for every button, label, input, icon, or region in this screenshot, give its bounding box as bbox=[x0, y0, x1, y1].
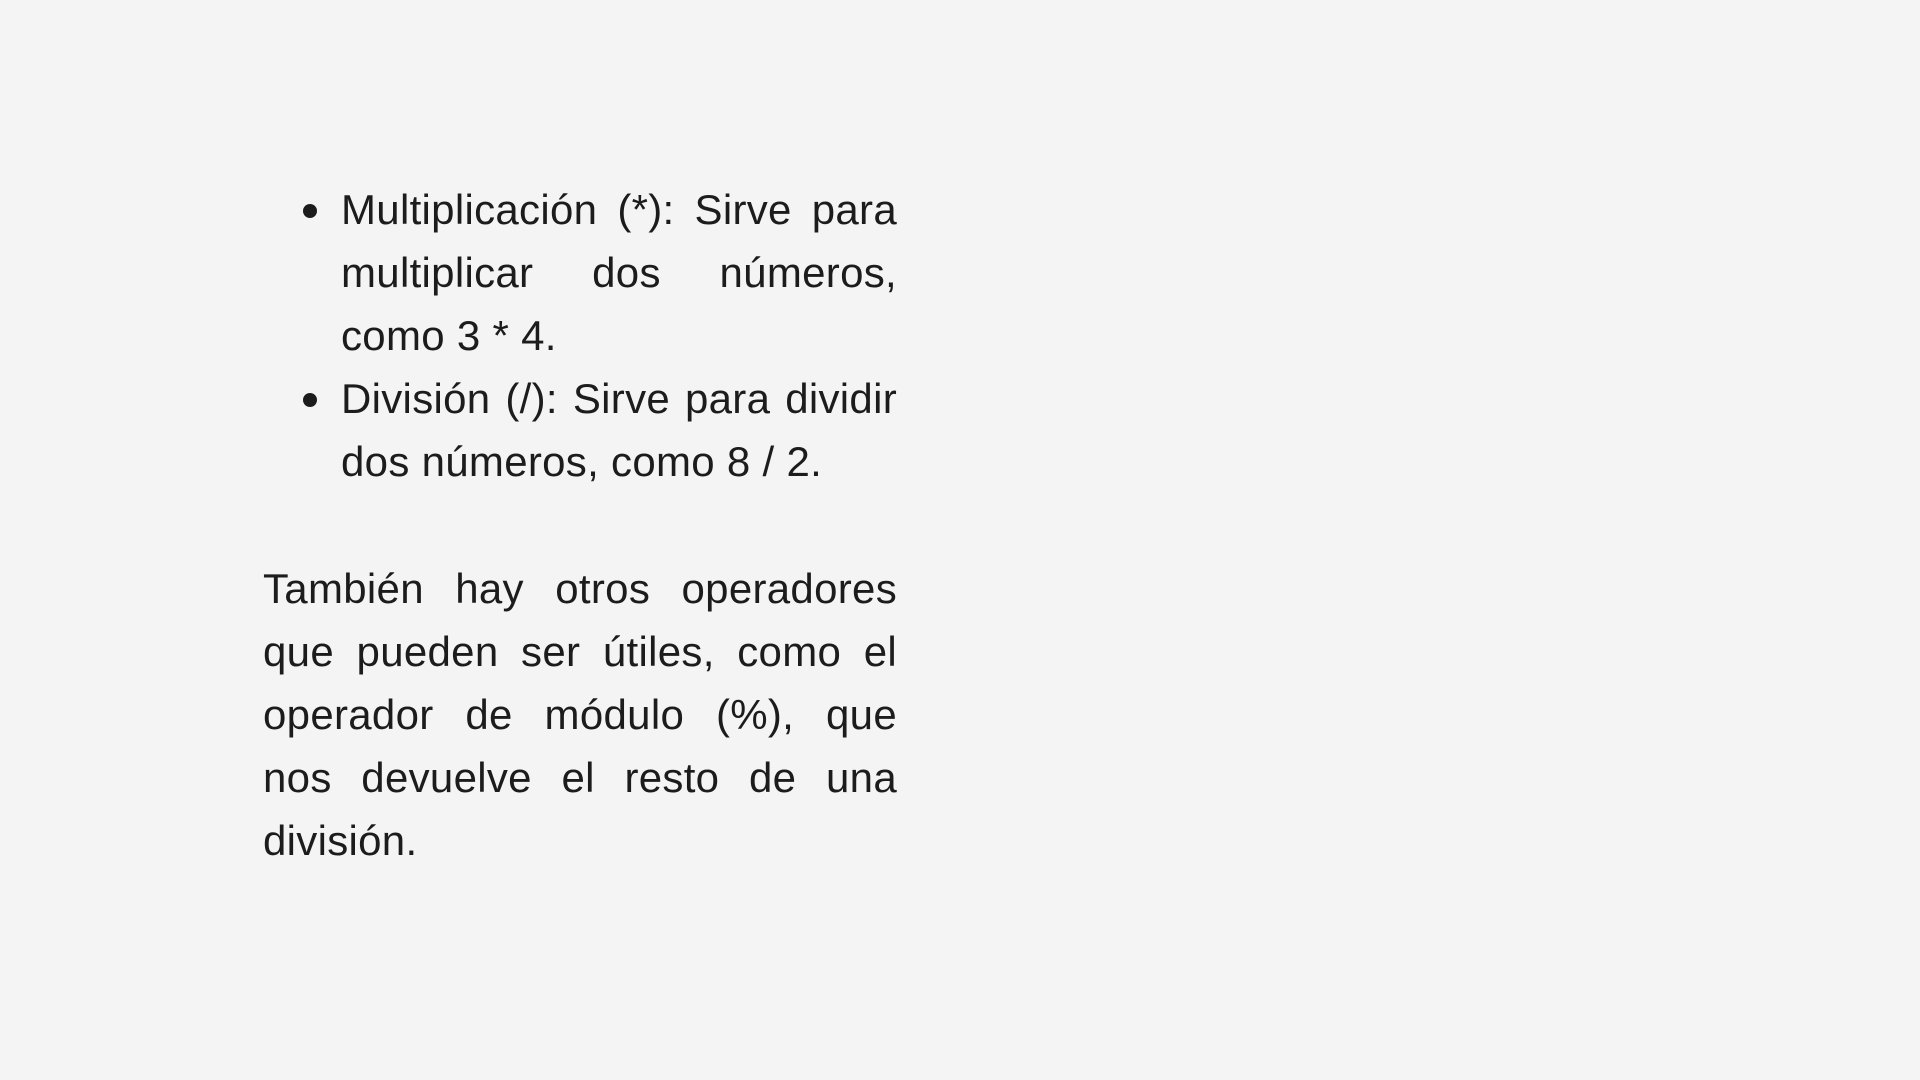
list-item-division bbox=[263, 367, 897, 493]
list-item-text: Multiplicación (*): Sirve para multiplicar dos números, como 3 * 4. bbox=[341, 186, 897, 359]
modulo-paragraph: También hay otros operadores que pueden ser útiles, como el operador de módulo (%), que nos devuelve el resto de una división. bbox=[263, 565, 897, 864]
bullet-icon bbox=[303, 393, 317, 407]
operator-list bbox=[263, 178, 897, 493]
bullet-icon bbox=[303, 204, 317, 218]
list-item-multiplication bbox=[263, 178, 897, 367]
list-item-text: División (/): Sirve para dividir dos números, como 8 / 2. bbox=[341, 375, 897, 485]
slide-content bbox=[263, 178, 897, 872]
